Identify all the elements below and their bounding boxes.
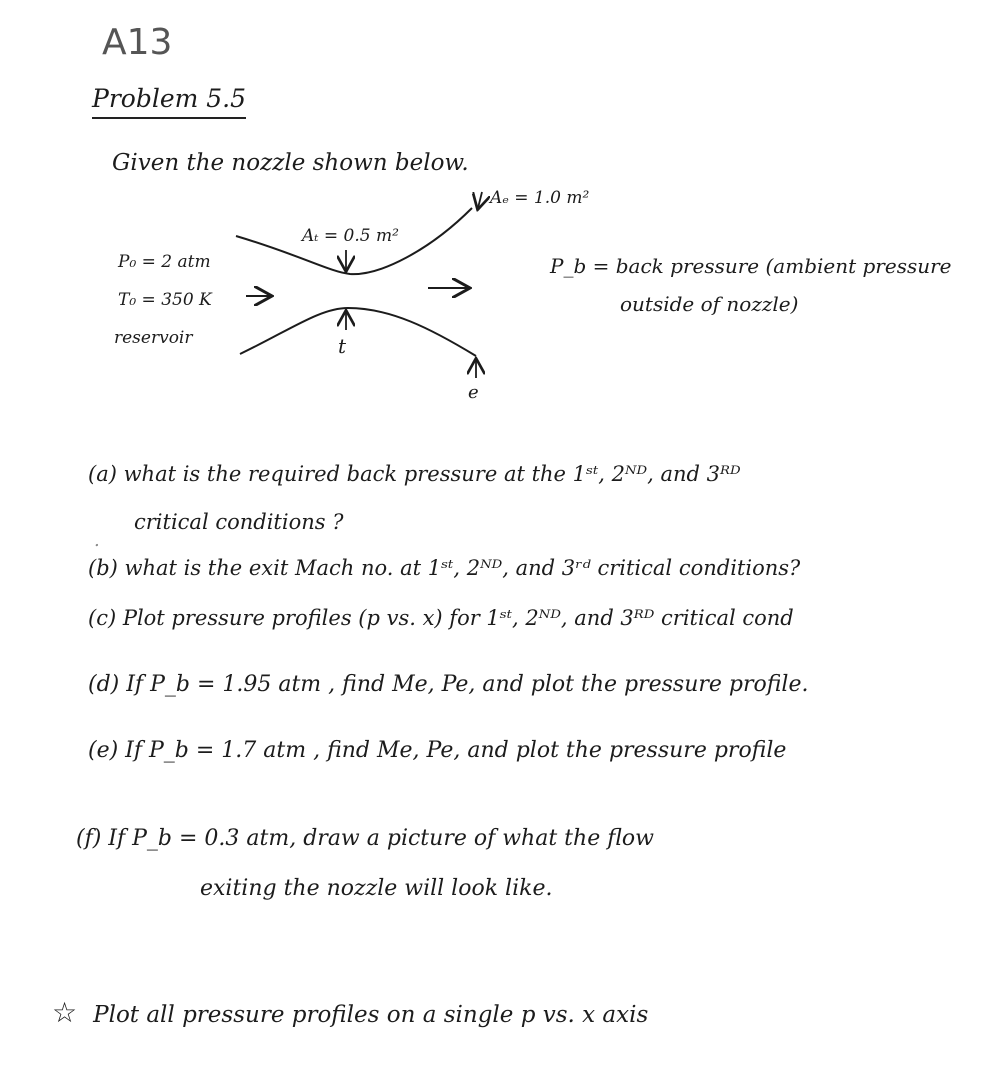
exit-area-label: Aₑ = 1.0 m² <box>490 188 590 208</box>
plot-note-text: Plot all pressure profiles on a single p vs. x axis <box>93 1002 649 1028</box>
question-c: (c) Plot pressure profiles (p vs. x) for 1ˢᵗ, 2ᴺᴰ, and 3ᴿᴰ critical cond <box>88 606 794 630</box>
question-d: (d) If P_b = 1.95 atm , find Me, Pe, and plot the pressure profile. <box>88 672 809 697</box>
reservoir-pressure-label: P₀ = 2 atm <box>118 252 211 272</box>
stray-mark: . <box>94 530 100 551</box>
exit-top-arrow <box>478 192 482 208</box>
question-f-continued: exiting the nozzle will look like. <box>200 876 553 901</box>
throat-area-label: Aₜ = 0.5 m² <box>302 226 399 246</box>
throat-station-label: t <box>338 334 347 358</box>
nozzle-diagram <box>0 0 1006 420</box>
plot-note <box>52 996 648 1029</box>
star-icon: ☆ <box>52 996 78 1029</box>
question-a: (a) what is the required back pressure at the 1ˢᵗ, 2ᴺᴰ, and 3ᴿᴰ <box>88 462 741 486</box>
reservoir-label: reservoir <box>114 328 193 348</box>
question-f: (f) If P_b = 0.3 atm, draw a picture of what the flow <box>76 826 654 851</box>
question-e: (e) If P_b = 1.7 atm , find Me, Pe, and plot the pressure profile <box>88 738 787 763</box>
question-a-continued: critical conditions ? <box>134 510 344 534</box>
nozzle-lower-wall <box>240 308 476 356</box>
reservoir-temperature-label: T₀ = 350 K <box>118 290 212 310</box>
back-pressure-label-continued: outside of nozzle) <box>620 292 799 316</box>
question-b: (b) what is the exit Mach no. at 1ˢᵗ, 2ᴺᴰ, and 3ʳᵈ critical conditions? <box>88 556 801 580</box>
page-id: A13 <box>102 22 173 63</box>
exit-station-label: e <box>468 382 479 403</box>
intro-text: Given the nozzle shown below. <box>112 150 469 176</box>
back-pressure-label: P_b = back pressure (ambient pressure <box>550 254 952 278</box>
problem-title: Problem 5.5 <box>92 84 246 119</box>
